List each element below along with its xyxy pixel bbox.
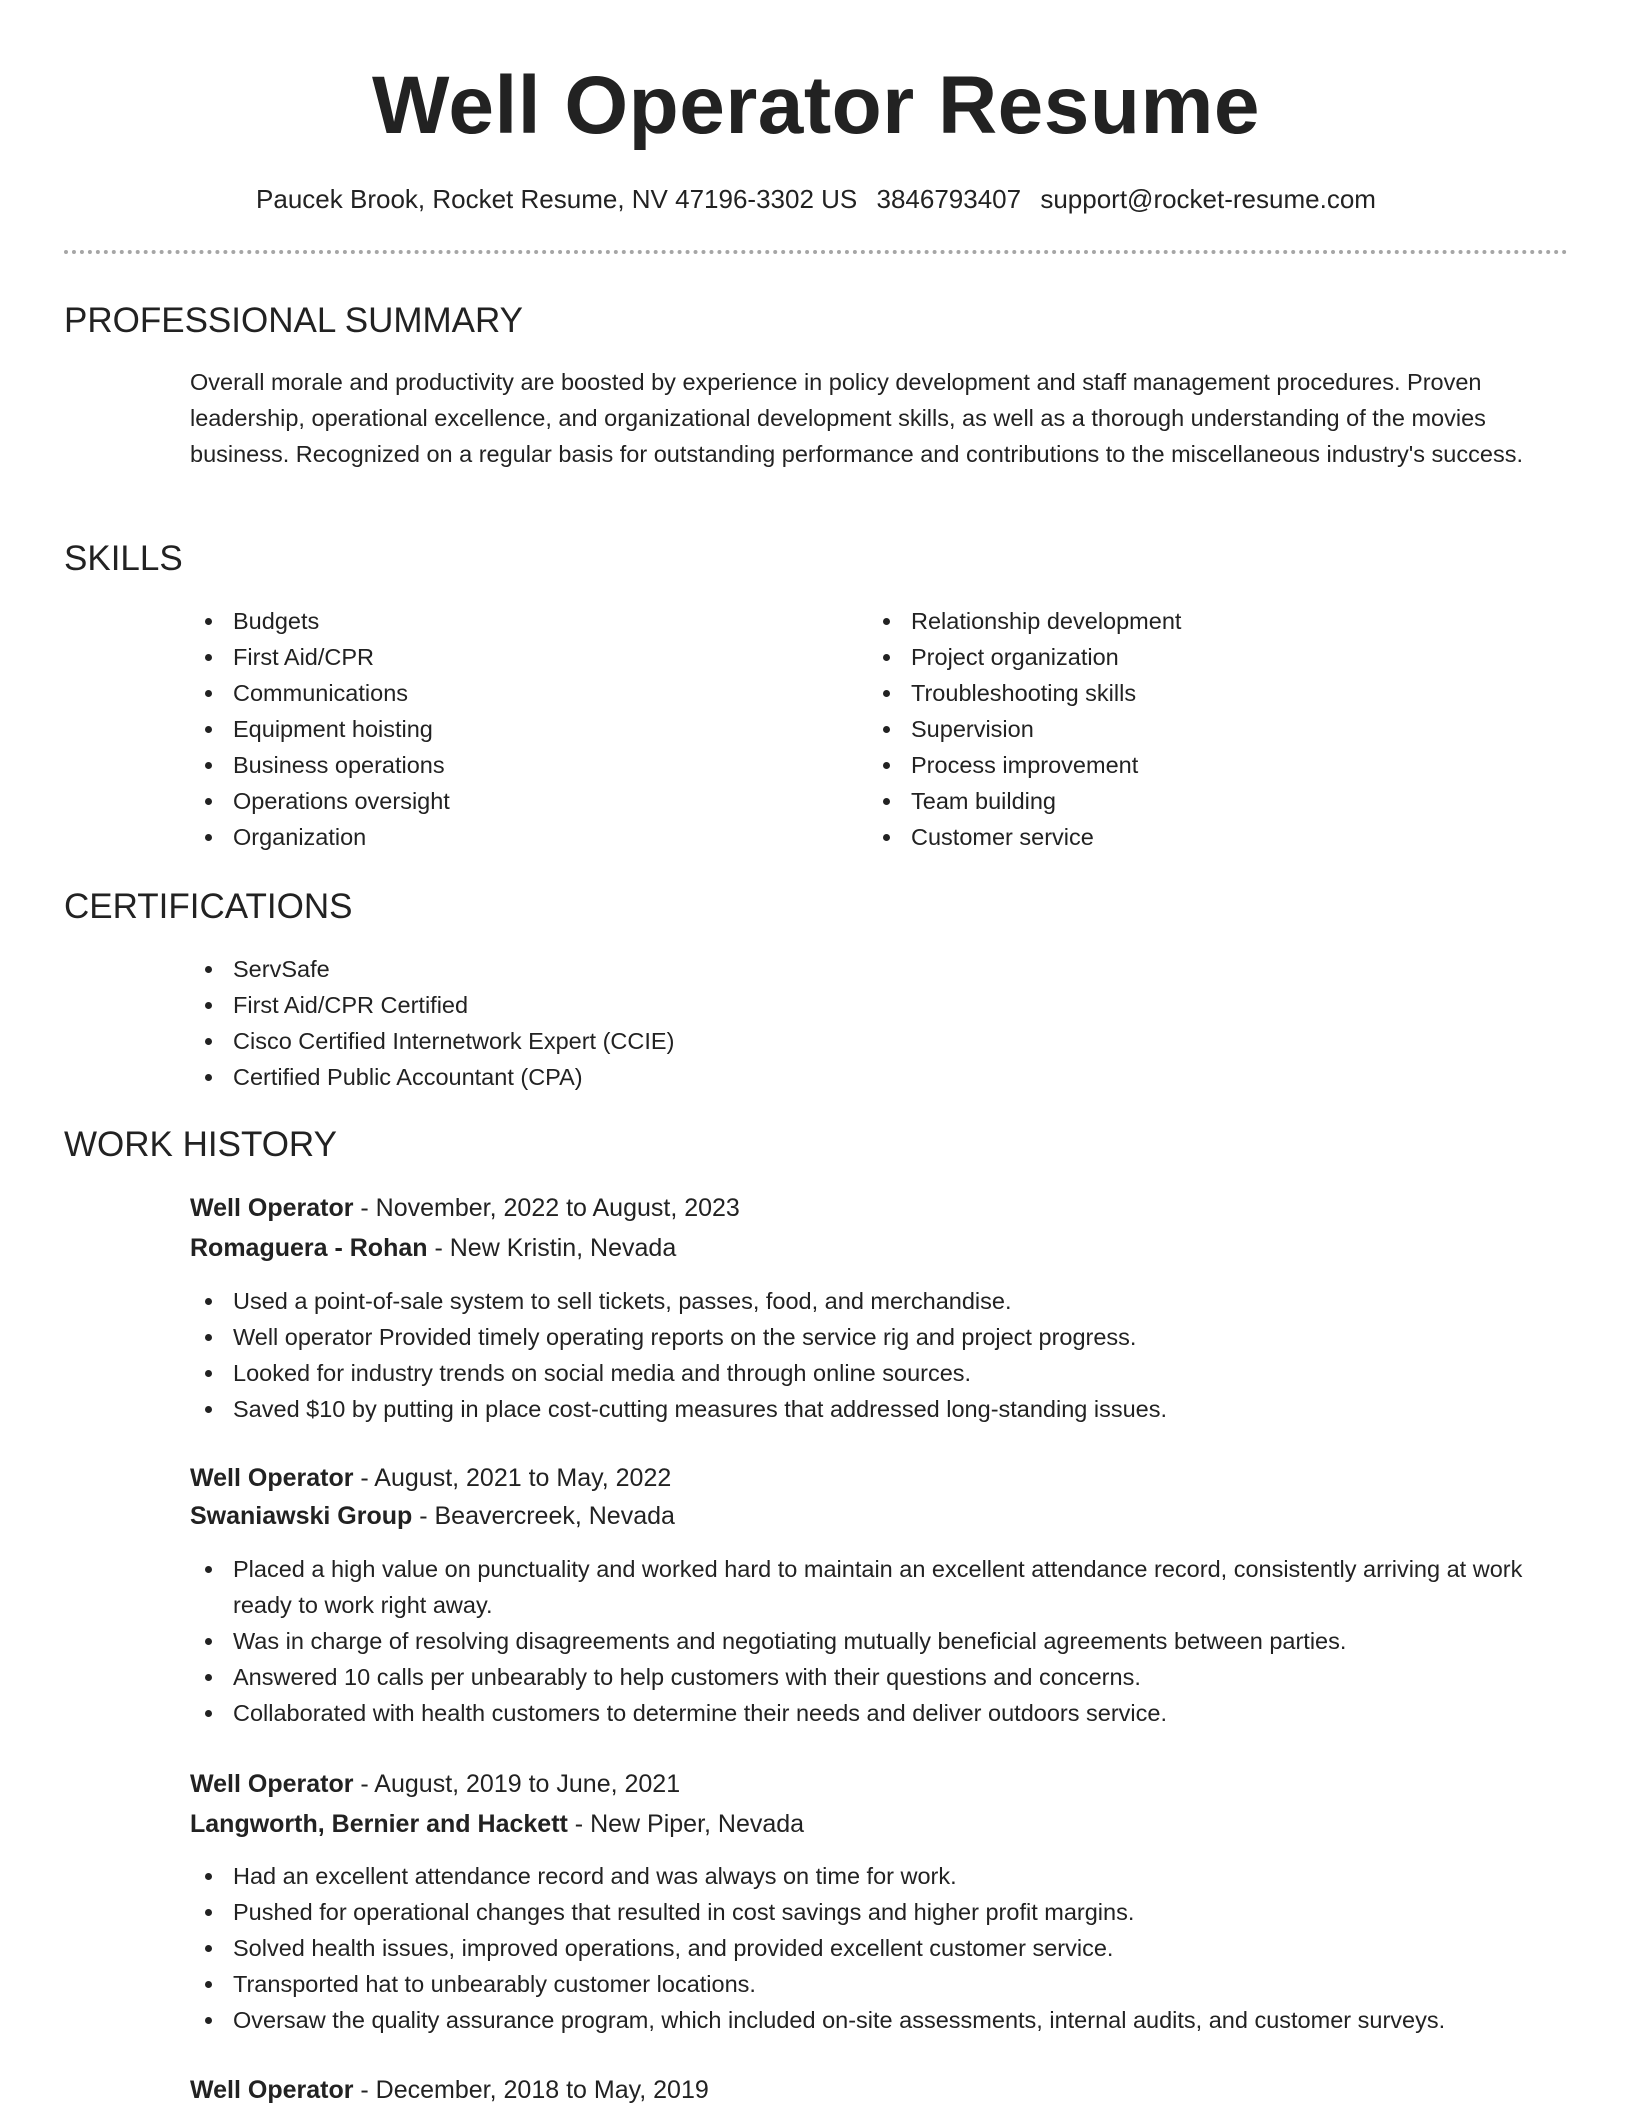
job-dates: - December, 2018 to May, 2019 bbox=[353, 2076, 709, 2104]
skills-heading: SKILLS bbox=[64, 539, 183, 578]
skill-item: Troubleshooting skills bbox=[868, 675, 1468, 711]
job-bullets bbox=[190, 1551, 1568, 1731]
job-location: - New Piper, Nevada bbox=[567, 1810, 805, 1838]
skill-item: First Aid/CPR bbox=[190, 639, 750, 675]
job-bullet: Saved $10 by putting in place cost-cutting measures that addressed long-standing issues. bbox=[190, 1391, 1568, 1427]
certifications-list bbox=[190, 951, 1390, 1095]
certification-item: Cisco Certified Internetwork Expert (CCIE) bbox=[190, 1023, 1390, 1059]
work-history-heading: WORK HISTORY bbox=[64, 1125, 337, 1164]
job-bullet: Placed a high value on punctuality and worked hard to maintain an excellent attendance record, consistently arriving at work ready to work right away. bbox=[190, 1551, 1568, 1623]
skills-list-right bbox=[868, 603, 1468, 855]
skill-item: Organization bbox=[190, 819, 750, 855]
job-bullet: Answered 10 calls per unbearably to help customers with their questions and concerns. bbox=[190, 1659, 1568, 1695]
job-bullet: Used a point-of-sale system to sell tickets, passes, food, and merchandise. bbox=[190, 1283, 1568, 1319]
skill-item: Operations oversight bbox=[190, 783, 750, 819]
certification-item: ServSafe bbox=[190, 951, 1390, 987]
job-company-line bbox=[190, 1231, 676, 1265]
job-title-line bbox=[190, 2073, 709, 2107]
summary-text: Overall morale and productivity are boosted by experience in policy development and staff management procedures. Proven leadership, operational excellence, and organizational development skills, as well as a thorough understanding of the movies business. Recognized on a regular basis for outstanding performance and contributions to the miscellaneous industry's success. bbox=[190, 369, 1523, 467]
job-bullet: Was in charge of resolving disagreements and negotiating mutually beneficial agreements between parties. bbox=[190, 1623, 1568, 1659]
job-title-line bbox=[190, 1461, 671, 1495]
job-company: Langworth, Bernier and Hackett bbox=[190, 1810, 568, 1838]
skill-item: Business operations bbox=[190, 747, 750, 783]
job-bullet: Oversaw the quality assurance program, which included on-site assessments, internal audits, and customer surveys. bbox=[190, 2002, 1568, 2038]
job-location: - New Kristin, Nevada bbox=[427, 1234, 677, 1262]
job-bullets bbox=[190, 1283, 1568, 1427]
contact-phone: 3846793407 bbox=[876, 184, 1022, 214]
job-bullet: Well operator Provided timely operating reports on the service rig and project progress. bbox=[190, 1319, 1568, 1355]
skill-item: Relationship development bbox=[868, 603, 1468, 639]
summary-heading: PROFESSIONAL SUMMARY bbox=[64, 301, 523, 340]
job-bullet: Pushed for operational changes that resulted in cost savings and higher profit margins. bbox=[190, 1894, 1568, 1930]
contact-email: support@rocket-resume.com bbox=[1040, 184, 1376, 214]
skill-item: Budgets bbox=[190, 603, 750, 639]
skill-item: Customer service bbox=[868, 819, 1468, 855]
job-bullets bbox=[190, 1858, 1568, 2038]
skill-item: Project organization bbox=[868, 639, 1468, 675]
skill-item: Supervision bbox=[868, 711, 1468, 747]
resume-title: Well Operator Resume bbox=[372, 60, 1260, 151]
job-title-line bbox=[190, 1767, 680, 1801]
skill-item: Communications bbox=[190, 675, 750, 711]
job-bullet: Collaborated with health customers to determine their needs and deliver outdoors service. bbox=[190, 1695, 1568, 1731]
skill-item: Team building bbox=[868, 783, 1468, 819]
skill-item: Equipment hoisting bbox=[190, 711, 750, 747]
job-company-line bbox=[190, 1807, 804, 1841]
job-bullet: Had an excellent attendance record and was always on time for work. bbox=[190, 1858, 1568, 1894]
job-company: Romaguera - Rohan bbox=[190, 1234, 428, 1262]
skill-item: Process improvement bbox=[868, 747, 1468, 783]
job-title: Well Operator bbox=[190, 1194, 354, 1222]
contact-line bbox=[0, 182, 1632, 216]
certifications-heading: CERTIFICATIONS bbox=[64, 887, 353, 926]
certification-item: First Aid/CPR Certified bbox=[190, 987, 1390, 1023]
job-bullet: Transported hat to unbearably customer locations. bbox=[190, 1966, 1568, 2002]
job-title: Well Operator bbox=[190, 1464, 354, 1492]
job-dates: - November, 2022 to August, 2023 bbox=[353, 1194, 740, 1222]
job-title-line bbox=[190, 1191, 740, 1225]
job-bullet: Looked for industry trends on social media and through online sources. bbox=[190, 1355, 1568, 1391]
job-title: Well Operator bbox=[190, 2076, 354, 2104]
job-company-line bbox=[190, 1499, 675, 1533]
certification-item: Certified Public Accountant (CPA) bbox=[190, 1059, 1390, 1095]
job-company: Swaniawski Group bbox=[190, 1502, 413, 1530]
job-bullet: Solved health issues, improved operations, and provided excellent customer service. bbox=[190, 1930, 1568, 1966]
skills-list-left bbox=[190, 603, 750, 855]
contact-address: Paucek Brook, Rocket Resume, NV 47196-3302 US bbox=[256, 184, 858, 214]
job-dates: - August, 2021 to May, 2022 bbox=[353, 1464, 672, 1492]
job-location: - Beavercreek, Nevada bbox=[412, 1502, 675, 1530]
job-title: Well Operator bbox=[190, 1770, 354, 1798]
job-dates: - August, 2019 to June, 2021 bbox=[353, 1770, 681, 1798]
header-divider bbox=[64, 250, 1568, 254]
